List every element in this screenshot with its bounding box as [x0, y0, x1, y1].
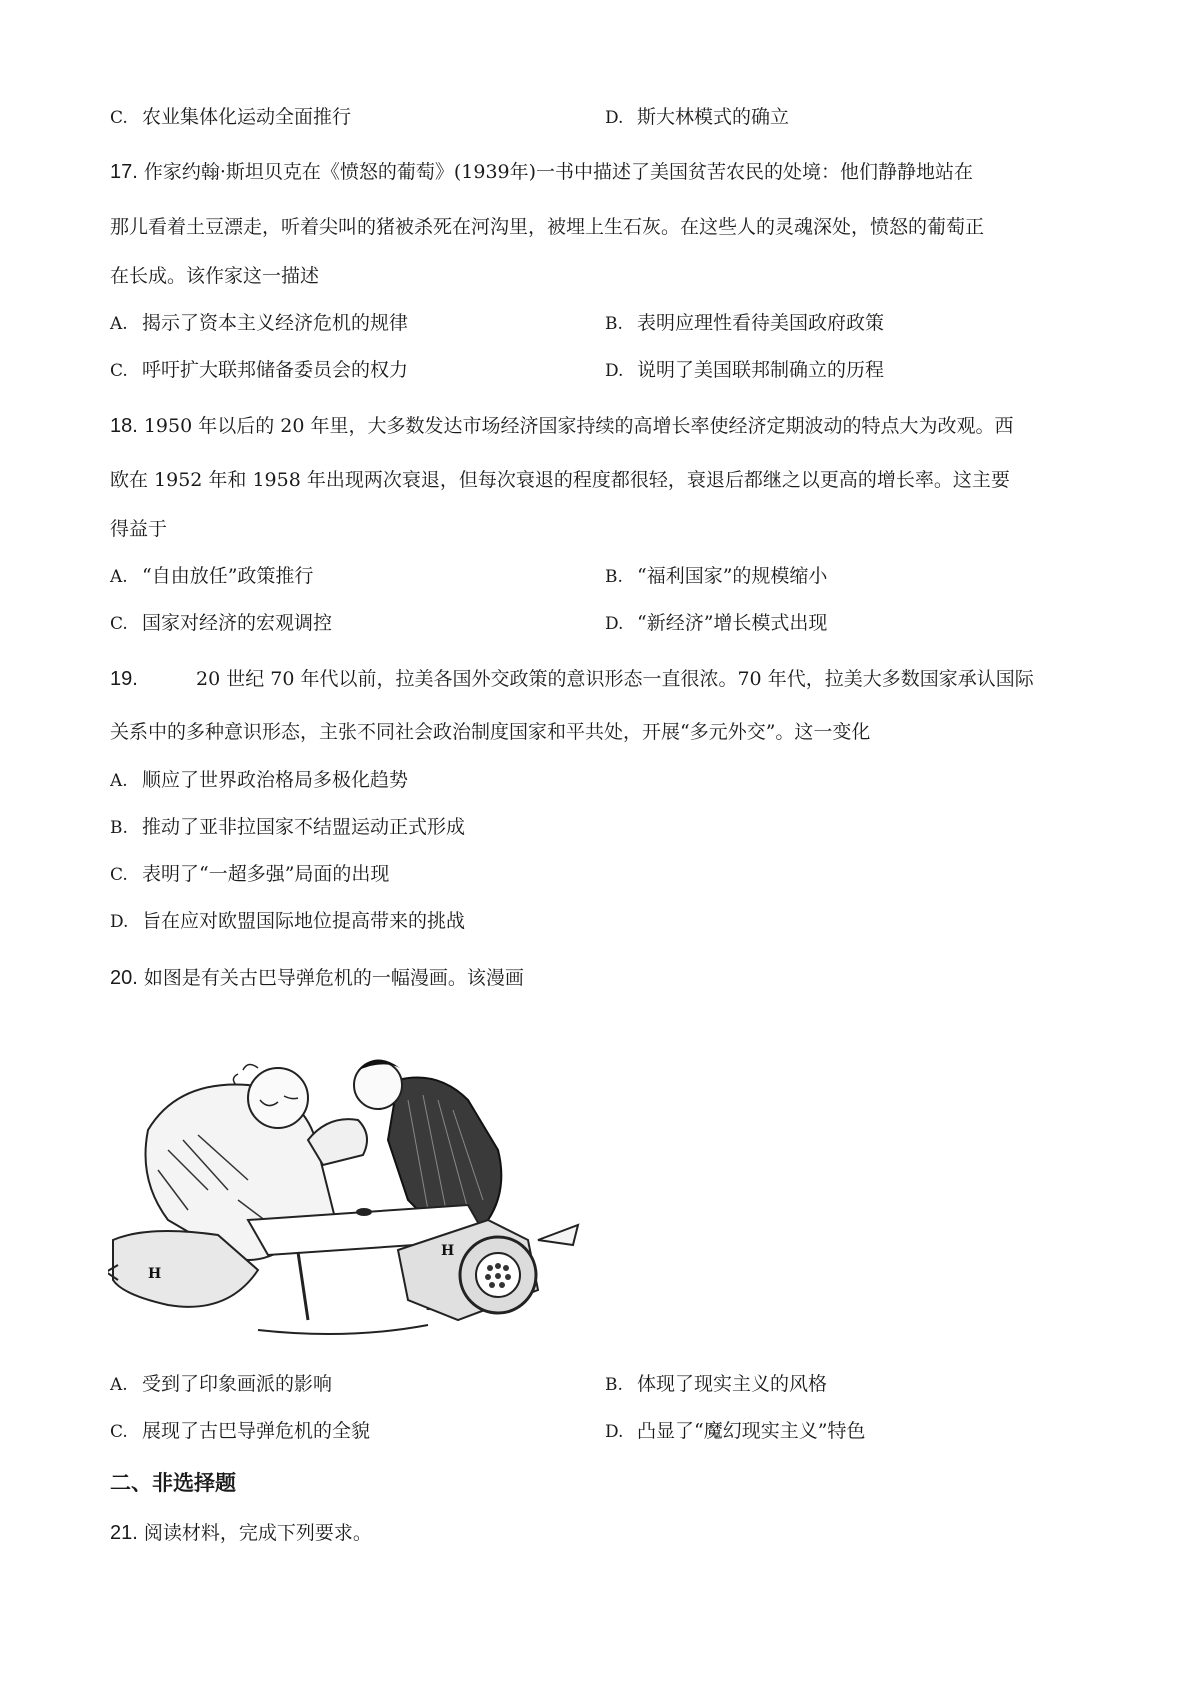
- left-figure-head: [248, 1068, 308, 1128]
- q17-stem-line1: 17. 作家约翰·斯坦贝克在《愤怒的葡萄》(1939年)一书中描述了美国贫苦农民的处境：他们静静地站在: [110, 161, 974, 183]
- q18-stem-line1: 18. 1950 年以后的 20 年里，大多数发达市场经济国家持续的高增长率使经济定期波动的特点大为改观。西: [110, 415, 1014, 437]
- q19-option-b: B. 推动了亚非拉国家不结盟运动正式形成: [110, 816, 466, 838]
- q18-option-d: D. “新经济”增长模式出现: [605, 612, 828, 634]
- q18-stem-line3: 得益于: [110, 518, 168, 540]
- q19-option-d: D. 旨在应对欧盟国际地位提高带来的挑战: [110, 910, 466, 932]
- q21-stem: 21. 阅读材料，完成下列要求。: [110, 1522, 372, 1544]
- q21-number: 21.: [110, 1522, 138, 1544]
- q20-number: 20.: [110, 967, 138, 989]
- q20-option-c: C. 展现了古巴导弹危机的全貌: [110, 1420, 371, 1442]
- section-title: 二、非选择题: [110, 1471, 236, 1495]
- q17-option-c: C. 呼吁扩大联邦储备委员会的权力: [110, 359, 409, 381]
- q20-option-a: A. 受到了印象画派的影响: [110, 1373, 333, 1395]
- q16-option-c: C. 农业集体化运动全面推行: [110, 106, 352, 128]
- cuban-missile-crisis-cartoon: [108, 1040, 590, 1350]
- q20-option-b: B. 体现了现实主义的风格: [605, 1373, 828, 1395]
- q18-number: 18.: [110, 415, 138, 437]
- q17-option-b: B. 表明应理性看待美国政府政策: [605, 312, 885, 334]
- q17-option-a: A. 揭示了资本主义经济危机的规律: [110, 312, 409, 334]
- q18-option-c: C. 国家对经济的宏观调控: [110, 612, 333, 634]
- q19-option-a: A. 顺应了世界政治格局多极化趋势: [110, 769, 409, 791]
- q16-option-d: D. 斯大林模式的确立: [605, 106, 790, 128]
- q19-number: 19.: [110, 668, 138, 690]
- detonator-button: [356, 1208, 372, 1216]
- q18-option-a: A. “自由放任”政策推行: [110, 565, 314, 587]
- q20-stem: 20. 如图是有关古巴导弹危机的一幅漫画。该漫画: [110, 967, 524, 989]
- ground-line: [258, 1325, 428, 1334]
- q19-stem-line2: 关系中的多种意识形态，主张不同社会政治制度国家和平共处，开展“多元外交”。这一变化: [110, 721, 871, 743]
- right-bomb-fin: [538, 1225, 578, 1245]
- q18-stem-line2: 欧在 1952 年和 1958 年出现两次衰退，但每次衰退的程度都很轻，衰退后都继之以更高的增长率。这主要: [110, 469, 1010, 491]
- q20-option-d: D. 凸显了“魔幻现实主义”特色: [605, 1420, 866, 1442]
- q17-number: 17.: [110, 161, 138, 183]
- q17-stem-line3: 在长成。该作家这一描述: [110, 265, 320, 287]
- q17-option-d: D. 说明了美国联邦制确立的历程: [605, 359, 885, 381]
- q19-option-c: C. 表明了“一超多强”局面的出现: [110, 863, 390, 885]
- q18-option-b: B. “福利国家”的规模缩小: [605, 565, 828, 587]
- left-bomb-h-mark: H: [148, 1266, 162, 1282]
- q19-stem-line1: 19. 20 世纪 70 年代以前，拉美各国外交政策的意识形态一直很浓。70 年代，拉美大多数国家承认国际: [110, 668, 1034, 690]
- q17-stem-line2: 那儿看着土豆漂走，听着尖叫的猪被杀死在河沟里，被埋上生石灰。在这些人的灵魂深处，愤怒的葡萄正: [110, 216, 985, 238]
- right-bomb-h-mark: H: [441, 1243, 455, 1259]
